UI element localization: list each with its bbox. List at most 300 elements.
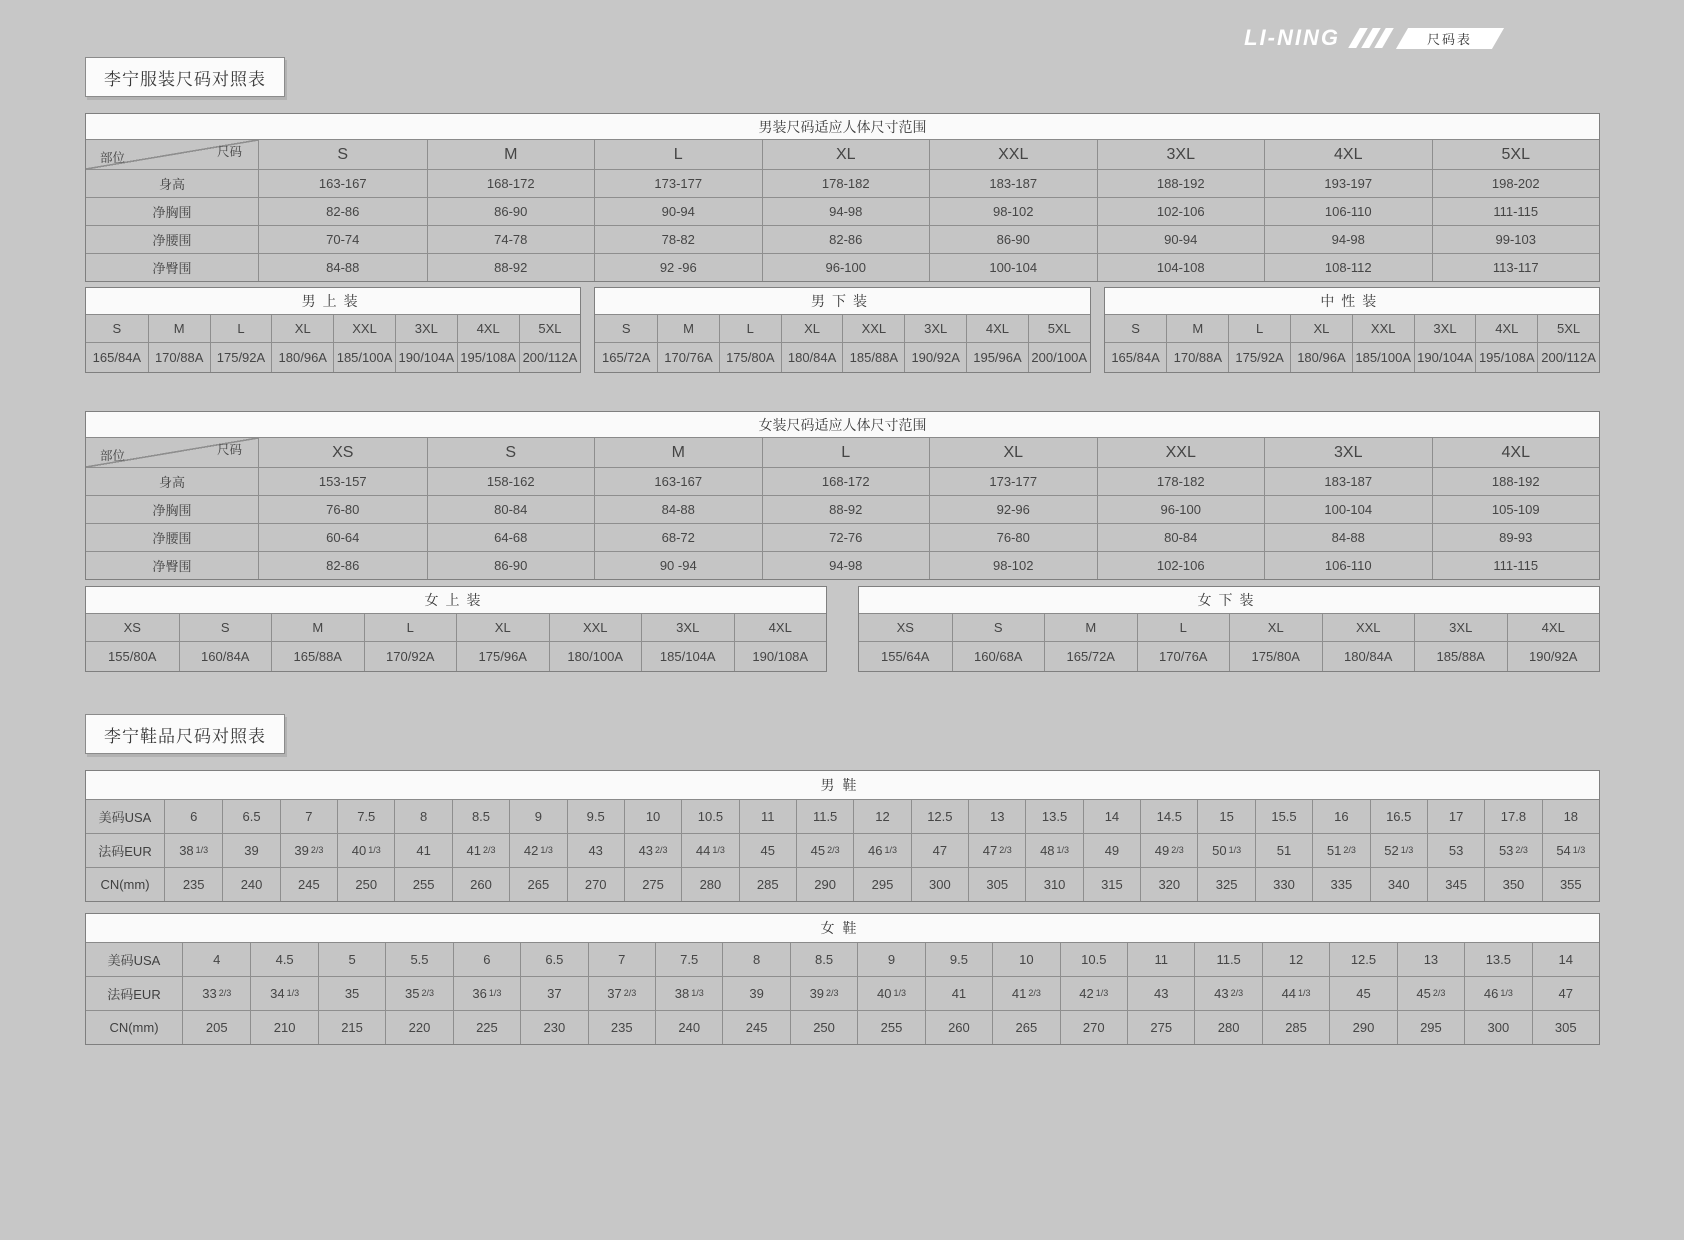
- table-cell: 170/76A: [1137, 642, 1230, 671]
- size-header-cell: XL: [781, 315, 843, 342]
- table-cell: 275: [1127, 1011, 1194, 1044]
- row-values: [182, 977, 1599, 1010]
- table-cell: 190/104A: [395, 343, 457, 372]
- table-cell: 155/80A: [108, 649, 157, 664]
- size-header-cell: L: [1137, 614, 1230, 641]
- row-label: 净腰围: [152, 531, 192, 546]
- table-cell: 39 2/3: [280, 834, 337, 867]
- table-cell: 185/104A: [641, 642, 734, 671]
- size-header-cell: XXL: [1352, 315, 1414, 342]
- table-row: [86, 833, 1599, 867]
- table-cell: 88-92: [427, 254, 595, 281]
- size-header-cell: L: [594, 140, 762, 169]
- table-cell: 60-64: [326, 530, 360, 545]
- size-header-cell: 3XL: [641, 614, 734, 641]
- table-cell: 82-86: [326, 558, 360, 573]
- size-header-cell: XXL: [333, 315, 395, 342]
- men-shoes-title: 男鞋: [86, 771, 1599, 800]
- table-cell: 74-78: [427, 226, 595, 253]
- size-header-cell: 4XL: [1432, 438, 1600, 467]
- men-bottoms-size-table: [594, 287, 1090, 373]
- table-cell: 36 1/3: [453, 977, 520, 1010]
- women-apparel-header-row: [86, 438, 1599, 467]
- size-header-cell: XL: [762, 140, 930, 169]
- table-cell: 245: [722, 1011, 789, 1044]
- size-header-cell: L: [719, 315, 781, 342]
- row-label: 美码USA: [98, 810, 152, 825]
- table-cell: 14: [1532, 943, 1599, 976]
- table-cell: 9.5: [925, 943, 992, 976]
- table-cell: 165/84A: [1111, 350, 1160, 365]
- table-row: [86, 976, 1599, 1010]
- table-cell: 183-187: [929, 170, 1097, 197]
- men-tops-title: 男上装: [86, 288, 580, 315]
- table-cell: 39: [722, 977, 789, 1010]
- table-cell: 250: [337, 868, 394, 901]
- table-cell: 175/92A: [210, 343, 272, 372]
- table-cell: 305: [968, 868, 1025, 901]
- table-cell: 195/108A: [1475, 343, 1537, 372]
- table-cell: 40 1/3: [857, 977, 924, 1010]
- table-cell: 37 2/3: [588, 977, 655, 1010]
- table-cell: 12: [1262, 943, 1329, 976]
- table-cell: 183-187: [1264, 468, 1432, 495]
- table-cell: 170/92A: [364, 642, 457, 671]
- size-header-cell: M: [657, 315, 719, 342]
- table-cell: 98-102: [929, 198, 1097, 225]
- table-cell: 44 1/3: [681, 834, 738, 867]
- table-cell: 345: [1427, 868, 1484, 901]
- table-cell: 90-94: [1097, 226, 1265, 253]
- table-cell: 11.5: [796, 800, 853, 833]
- table-cell: 12: [853, 800, 910, 833]
- table-cell: 275: [624, 868, 681, 901]
- corner-part-label: 部位: [100, 151, 126, 165]
- row-values: [258, 468, 1599, 495]
- table-cell: 104-108: [1097, 254, 1265, 281]
- size-header-cell: 4XL: [1475, 315, 1537, 342]
- table-cell: 45: [1329, 977, 1396, 1010]
- table-cell: 193-197: [1264, 170, 1432, 197]
- table-cell: 188-192: [1432, 468, 1600, 495]
- table-cell: 102-106: [1097, 198, 1265, 225]
- size-header-cell: S: [1131, 321, 1140, 336]
- size-header-cell: XXL: [842, 315, 904, 342]
- size-header-cell: L: [762, 438, 930, 467]
- table-cell: 48 1/3: [1025, 834, 1082, 867]
- corner-part-label: 部位: [100, 449, 126, 463]
- table-cell: 99-103: [1432, 226, 1600, 253]
- table-cell: 190/92A: [1507, 642, 1600, 671]
- table-cell: 160/84A: [179, 642, 272, 671]
- table-cell: 92-96: [929, 496, 1097, 523]
- table-cell: 165/84A: [92, 350, 142, 365]
- size-header-cell: M: [271, 614, 364, 641]
- table-cell: 86-90: [427, 552, 595, 579]
- table-cell: 200/100A: [1028, 343, 1090, 372]
- size-header-cell: 3XL: [1414, 315, 1476, 342]
- size-header-cells: [258, 438, 1599, 467]
- table-cell: 10: [624, 800, 681, 833]
- size-header-cells: [258, 140, 1599, 169]
- table-cell: 300: [1464, 1011, 1531, 1044]
- row-values: [258, 198, 1599, 225]
- corner-size-label: 尺码: [216, 443, 242, 457]
- table-cell: 46 1/3: [1464, 977, 1531, 1010]
- table-cell: 175/96A: [456, 642, 549, 671]
- table-cell: 94-98: [762, 552, 930, 579]
- table-cell: 158-162: [427, 468, 595, 495]
- table-cell: 49 2/3: [1140, 834, 1197, 867]
- table-cell: 11: [739, 800, 796, 833]
- size-header-cells: [86, 614, 826, 642]
- row-values: [1105, 343, 1599, 372]
- row-values: [258, 226, 1599, 253]
- table-cell: 190/108A: [734, 642, 827, 671]
- apparel-section-heading: 李宁服装尺码对照表: [85, 57, 285, 97]
- size-header-cell: XL: [929, 438, 1097, 467]
- table-cell: 41: [394, 834, 451, 867]
- table-row: [86, 1010, 1599, 1044]
- table-cell: 163-167: [594, 468, 762, 495]
- row-label: 净臀围: [152, 261, 192, 276]
- table-cell: 178-182: [762, 170, 930, 197]
- table-row: [86, 225, 1599, 253]
- table-cell: 305: [1532, 1011, 1599, 1044]
- table-cell: 45: [739, 834, 796, 867]
- table-cell: 43: [1127, 977, 1194, 1010]
- size-header-cell: XL: [1290, 315, 1352, 342]
- size-header-cell: 3XL: [904, 315, 966, 342]
- size-header-cell: 4XL: [734, 614, 827, 641]
- table-cell: 52 1/3: [1370, 834, 1427, 867]
- table-cell: 4.5: [250, 943, 317, 976]
- table-cell: 102-106: [1097, 552, 1265, 579]
- table-cell: 185/100A: [1352, 343, 1414, 372]
- table-cell: 41: [925, 977, 992, 1010]
- size-header-cell: 4XL: [1264, 140, 1432, 169]
- size-header-cell: M: [1166, 315, 1228, 342]
- table-cell: 190/92A: [904, 343, 966, 372]
- table-cell: 94-98: [762, 198, 930, 225]
- table-cell: 5.5: [385, 943, 452, 976]
- table-cell: 108-112: [1264, 254, 1432, 281]
- table-cell: 335: [1312, 868, 1369, 901]
- table-cell: 180/100A: [549, 642, 642, 671]
- size-header-cell: XL: [456, 614, 549, 641]
- table-cell: 165/88A: [271, 642, 364, 671]
- table-cell: 210: [250, 1011, 317, 1044]
- table-cell: 53: [1427, 834, 1484, 867]
- table-cell: 96-100: [762, 254, 930, 281]
- men-apparel-size-table: [85, 113, 1600, 282]
- table-cell: 78-82: [594, 226, 762, 253]
- table-cell: 11: [1127, 943, 1194, 976]
- table-cell: 70-74: [326, 232, 360, 247]
- table-cell: 280: [1194, 1011, 1261, 1044]
- table-cell: 10.5: [1060, 943, 1127, 976]
- table-cell: 185/88A: [1414, 642, 1507, 671]
- table-cell: 7: [280, 800, 337, 833]
- table-cell: 185/100A: [333, 343, 395, 372]
- row-label: 身高: [158, 177, 185, 192]
- table-cell: 280: [681, 868, 738, 901]
- size-header-cell: M: [1044, 614, 1137, 641]
- table-row: [86, 253, 1599, 281]
- table-cell: 50 1/3: [1197, 834, 1254, 867]
- row-label: 净臀围: [152, 559, 192, 574]
- table-cell: 180/96A: [271, 343, 333, 372]
- table-cell: 47: [1532, 977, 1599, 1010]
- table-cell: 100-104: [929, 254, 1097, 281]
- table-cell: 265: [992, 1011, 1059, 1044]
- size-header-cell: 5XL: [1537, 315, 1599, 342]
- table-cell: 235: [588, 1011, 655, 1044]
- corner-cell: [86, 140, 258, 169]
- table-cell: 82-86: [326, 204, 360, 219]
- row-label: 美码USA: [107, 953, 161, 968]
- size-header-cell: 4XL: [966, 315, 1028, 342]
- table-cell: 98-102: [929, 552, 1097, 579]
- table-cell: 113-117: [1432, 254, 1600, 281]
- table-cell: 8.5: [790, 943, 857, 976]
- table-cell: 295: [853, 868, 910, 901]
- table-cell: 37: [520, 977, 587, 1010]
- row-label: CN(mm): [109, 1020, 159, 1035]
- table-cell: 42 1/3: [509, 834, 566, 867]
- table-cell: 153-157: [318, 474, 367, 489]
- footwear-section-heading: 李宁鞋品尺码对照表: [85, 714, 285, 754]
- women-shoes-title: 女鞋: [86, 914, 1599, 943]
- size-header-cell: XXL: [1097, 438, 1265, 467]
- table-cell: 90 -94: [594, 552, 762, 579]
- size-header-cell: XS: [896, 620, 914, 635]
- table-cell: 165/72A: [1044, 642, 1137, 671]
- row-label: 净胸围: [152, 205, 192, 220]
- size-header-cell: 4XL: [457, 315, 519, 342]
- table-cell: 235: [182, 877, 205, 892]
- row-values: [164, 800, 1599, 833]
- table-cell: 205: [205, 1020, 228, 1035]
- table-cell: 8: [394, 800, 451, 833]
- size-header-cell: 5XL: [1432, 140, 1600, 169]
- table-cell: 92 -96: [594, 254, 762, 281]
- table-cell: 15: [1197, 800, 1254, 833]
- table-cell: 38 1/3: [179, 843, 209, 858]
- table-cell: 39: [222, 834, 279, 867]
- row-values: [859, 642, 1599, 671]
- table-cell: 165/72A: [602, 350, 651, 365]
- table-cell: 180/96A: [1290, 343, 1352, 372]
- table-cell: 175/80A: [719, 343, 781, 372]
- table-cell: 13: [1397, 943, 1464, 976]
- table-cell: 315: [1083, 868, 1140, 901]
- table-cell: 163-167: [318, 176, 367, 191]
- size-header-cell: 3XL: [395, 315, 457, 342]
- table-row: [86, 551, 1599, 579]
- row-values: [182, 1011, 1599, 1044]
- table-cell: 12.5: [911, 800, 968, 833]
- size-header-cells: [1105, 315, 1599, 343]
- table-cell: 84-88: [326, 260, 360, 275]
- table-cell: 285: [739, 868, 796, 901]
- table-cell: 6: [453, 943, 520, 976]
- size-header-cell: XXL: [549, 614, 642, 641]
- table-cell: 100-104: [1264, 496, 1432, 523]
- table-cell: 195/96A: [966, 343, 1028, 372]
- table-cell: 300: [911, 868, 968, 901]
- table-cell: 80-84: [1097, 524, 1265, 551]
- size-header-cell: M: [427, 140, 595, 169]
- row-label: 法码EUR: [98, 844, 152, 859]
- men-shoes-size-table: [85, 770, 1600, 902]
- table-cell: 43: [567, 834, 624, 867]
- table-cell: 94-98: [1264, 226, 1432, 253]
- table-cell: 4: [213, 952, 221, 967]
- table-cell: 215: [318, 1011, 385, 1044]
- table-cell: 6.5: [222, 800, 279, 833]
- size-header-cell: 5XL: [1028, 315, 1090, 342]
- table-cell: 42 1/3: [1060, 977, 1127, 1010]
- corner-size-label: 尺码: [216, 145, 242, 159]
- table-cell: 170/88A: [148, 343, 210, 372]
- table-cell: 175/80A: [1229, 642, 1322, 671]
- table-cell: 80-84: [427, 496, 595, 523]
- table-cell: 285: [1262, 1011, 1329, 1044]
- table-cell: 88-92: [762, 496, 930, 523]
- table-cell: 76-80: [326, 502, 360, 517]
- table-cell: 8: [722, 943, 789, 976]
- table-cell: 225: [453, 1011, 520, 1044]
- table-cell: 39 2/3: [790, 977, 857, 1010]
- table-cell: 105-109: [1432, 496, 1600, 523]
- size-header-cell: 3XL: [1264, 438, 1432, 467]
- table-cell: 178-182: [1097, 468, 1265, 495]
- size-header-cell: L: [1228, 315, 1290, 342]
- table-cell: 255: [857, 1011, 924, 1044]
- table-cell: 185/88A: [842, 343, 904, 372]
- table-cell: 13.5: [1025, 800, 1082, 833]
- table-cell: 86-90: [427, 198, 595, 225]
- size-header-cell: XXL: [929, 140, 1097, 169]
- table-cell: 310: [1025, 868, 1082, 901]
- table-cell: 9: [857, 943, 924, 976]
- size-header-cell: S: [179, 614, 272, 641]
- table-cell: 173-177: [929, 468, 1097, 495]
- table-cell: 86-90: [929, 226, 1097, 253]
- table-cell: 43 2/3: [1194, 977, 1261, 1010]
- table-cell: 170/76A: [657, 343, 719, 372]
- size-header-cell: L: [364, 614, 457, 641]
- men-tops-size-table: [85, 287, 581, 373]
- table-cell: 5: [318, 943, 385, 976]
- table-cell: 84-88: [1264, 524, 1432, 551]
- table-cell: 6: [190, 809, 198, 824]
- table-cell: 180/84A: [1322, 642, 1415, 671]
- table-cell: 230: [520, 1011, 587, 1044]
- unisex-title: 中性装: [1105, 288, 1599, 315]
- table-cell: 96-100: [1097, 496, 1265, 523]
- size-header-cell: S: [337, 145, 349, 163]
- women-shoes-size-table: [85, 913, 1600, 1045]
- women-apparel-size-table: [85, 411, 1600, 580]
- size-header-cell: S: [621, 321, 631, 336]
- women-tops-title: 女上装: [86, 587, 826, 614]
- row-label: 法码EUR: [107, 987, 161, 1002]
- size-header-cell: S: [112, 321, 122, 336]
- row-values: [164, 834, 1599, 867]
- table-cell: 170/88A: [1166, 343, 1228, 372]
- table-cell: 13.5: [1464, 943, 1531, 976]
- table-cell: 198-202: [1432, 170, 1600, 197]
- row-label: CN(mm): [100, 877, 150, 892]
- size-header-cell: XL: [1229, 614, 1322, 641]
- table-cell: 10.5: [681, 800, 738, 833]
- row-values: [86, 642, 826, 671]
- row-values: [258, 524, 1599, 551]
- table-cell: 11.5: [1194, 943, 1261, 976]
- size-header-cell: XL: [271, 315, 333, 342]
- table-row: [86, 867, 1599, 901]
- table-cell: 84-88: [594, 496, 762, 523]
- size-header-cell: S: [952, 614, 1045, 641]
- row-label: 净胸围: [152, 503, 192, 518]
- table-row: [86, 197, 1599, 225]
- table-cell: 168-172: [762, 468, 930, 495]
- table-cell: 82-86: [762, 226, 930, 253]
- row-values: [595, 343, 1089, 372]
- table-cell: 111-115: [1432, 552, 1600, 579]
- table-cell: 40 1/3: [337, 834, 394, 867]
- table-cell: 173-177: [594, 170, 762, 197]
- table-cell: 76-80: [929, 524, 1097, 551]
- women-garment-tables-row: [85, 586, 1600, 672]
- table-cell: 9: [509, 800, 566, 833]
- row-values: [164, 868, 1599, 901]
- table-cell: 12.5: [1329, 943, 1396, 976]
- table-cell: 220: [385, 1011, 452, 1044]
- table-cell: 41 2/3: [992, 977, 1059, 1010]
- row-values: [86, 343, 580, 372]
- table-cell: 44 1/3: [1262, 977, 1329, 1010]
- women-bottoms-title: 女下装: [859, 587, 1599, 614]
- table-cell: 155/64A: [881, 649, 930, 664]
- table-cell: 160/68A: [952, 642, 1045, 671]
- table-cell: 200/112A: [1537, 343, 1599, 372]
- table-cell: 14: [1083, 800, 1140, 833]
- table-cell: 10: [992, 943, 1059, 976]
- table-cell: 7: [588, 943, 655, 976]
- table-cell: 295: [1397, 1011, 1464, 1044]
- table-cell: 49: [1083, 834, 1140, 867]
- table-cell: 16.5: [1370, 800, 1427, 833]
- table-row: [86, 800, 1599, 833]
- table-cell: 355: [1542, 868, 1599, 901]
- table-cell: 260: [452, 868, 509, 901]
- table-cell: 290: [1329, 1011, 1396, 1044]
- men-bottoms-title: 男下装: [595, 288, 1089, 315]
- table-cell: 200/112A: [519, 343, 581, 372]
- table-cell: 51 2/3: [1312, 834, 1369, 867]
- table-cell: 9.5: [567, 800, 624, 833]
- size-header-cells: [86, 315, 580, 343]
- table-cell: 47: [911, 834, 968, 867]
- table-cell: 35 2/3: [385, 977, 452, 1010]
- table-cell: 290: [796, 868, 853, 901]
- table-cell: 265: [509, 868, 566, 901]
- men-garment-tables-row: [85, 287, 1600, 373]
- table-cell: 72-76: [762, 524, 930, 551]
